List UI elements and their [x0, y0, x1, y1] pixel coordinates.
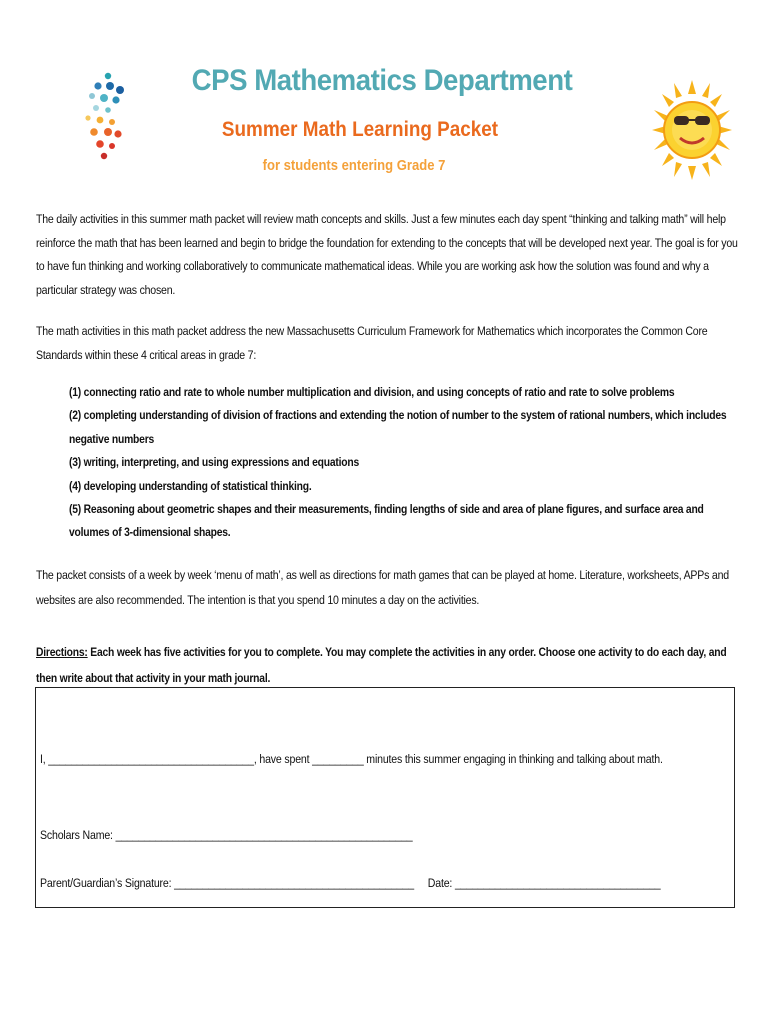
- list-item: (4) developing understanding of statistical thinking.: [69, 478, 312, 493]
- packet-subtitle: Summer Math Learning Packet: [221, 118, 499, 141]
- standards-paragraph: The math activities in this math packet address the new Massachusetts Curriculum Framework for Mathematics which incorporates the Common Core Standards within these 4 critical areas in grade 7:: [36, 324, 708, 362]
- scholar-name-field[interactable]: Scholars Name: ____________________________________________________: [40, 828, 413, 842]
- directions-text: Each week has five activities for you to complete. You may complete the activities in any order. Choose one activity to do each day, and then write about that activity in your math journal.: [36, 645, 727, 685]
- directions-label: Directions:: [36, 645, 88, 659]
- packet-info-paragraph: The packet consists of a week by week ‘menu of math’, as well as directions for math games that can be played at home. Literature, worksheets, APPs and websites are also recommended. The intention is that you spend 10 minutes a day on the activities.: [36, 568, 729, 607]
- list-item: (1) connecting ratio and rate to whole number multiplication and division, and using concepts of ratio and rate to solve problems: [69, 385, 675, 399]
- logo-dot: [105, 107, 111, 113]
- pledge-form-box: [35, 687, 735, 908]
- pledge-line[interactable]: I, ____________________________________, have spent _________ minutes this summer engaging in thinking and talking about math.: [40, 752, 663, 766]
- list-item: (3) writing, interpreting, and using expressions and equations: [69, 455, 360, 470]
- list-item: (2) completing understanding of division of fractions and extending the notion of number to the system of rational numbers, which includes negative numbers: [69, 408, 727, 446]
- logo-dot: [109, 143, 115, 149]
- grade-line: for students entering Grade 7: [262, 158, 446, 174]
- signature-date-field[interactable]: Parent/Guardian’s Signature: __________________________________________ Date: ____________________________________: [40, 876, 661, 890]
- page-title: CPS Mathematics Department: [191, 64, 573, 97]
- directions: [36, 639, 733, 691]
- logo-dot: [93, 105, 99, 111]
- critical-areas-list: [69, 381, 733, 545]
- intro-paragraph: The daily activities in this summer math packet will review math concepts and skills. Just a few minutes each day spent “thinking and talking math” will help reinforce the math that has been learned and begin to bridge the foundation for extending to the concepts that will be developed next year. The goal is for you to have fun thinking and working collaboratively to communicate mathematical ideas. While you are working ask how the solution was found and why a particular strategy was chosen.: [36, 212, 738, 297]
- list-item: (5) Reasoning about geometric shapes and their measurements, finding lengths of side and area of plane figures, and surface area and volumes of 3-dimensional shapes.: [69, 502, 704, 540]
